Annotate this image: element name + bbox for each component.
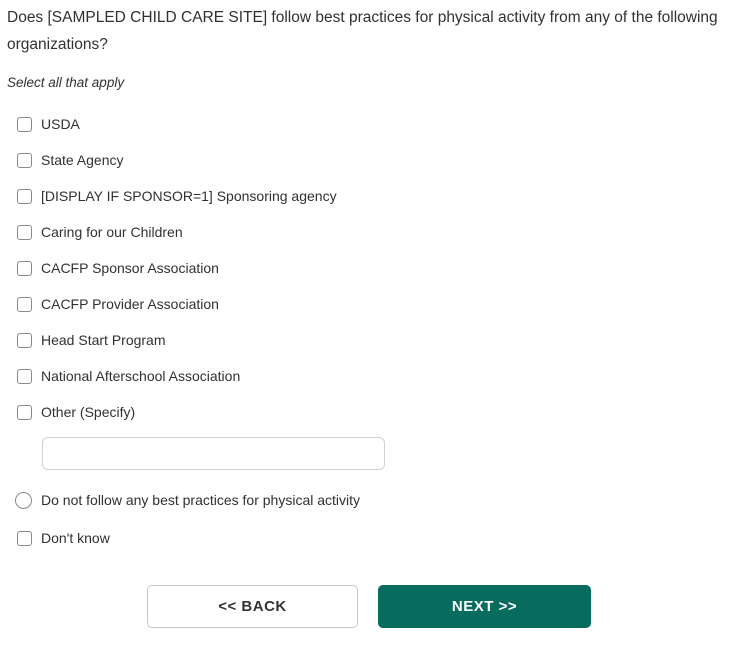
option-label: Head Start Program xyxy=(41,332,166,348)
navigation-buttons xyxy=(147,585,591,628)
checkbox-option-state-agency[interactable] xyxy=(17,149,723,171)
checkbox-icon[interactable] xyxy=(17,117,32,132)
checkbox-icon[interactable] xyxy=(17,405,32,420)
checkbox-icon[interactable] xyxy=(17,153,32,168)
option-label: Other (Specify) xyxy=(41,404,136,420)
checkbox-icon[interactable] xyxy=(17,297,32,312)
option-label: National Afterschool Association xyxy=(41,368,241,384)
option-label: [DISPLAY IF SPONSOR=1] Sponsoring agency xyxy=(41,188,337,204)
checkbox-option-caring-for-our-children[interactable] xyxy=(17,221,723,243)
other-specify-input[interactable] xyxy=(42,437,385,470)
checkbox-option-other-specify[interactable] xyxy=(17,401,723,423)
option-label: CACFP Sponsor Association xyxy=(41,260,219,276)
select-all-instruction: Select all that apply xyxy=(7,75,125,90)
checkbox-icon[interactable] xyxy=(17,261,32,276)
option-label: Caring for our Children xyxy=(41,224,183,240)
option-label: Do not follow any best practices for physical activity xyxy=(41,492,361,508)
radio-icon[interactable] xyxy=(15,492,32,509)
checkbox-option-cacfp-provider-association[interactable] xyxy=(17,293,723,315)
checkbox-icon[interactable] xyxy=(17,225,32,240)
back-button[interactable]: << BACK xyxy=(147,585,358,628)
options-list xyxy=(7,113,723,549)
checkbox-option-cacfp-sponsor-association[interactable] xyxy=(17,257,723,279)
checkbox-option-head-start-program[interactable] xyxy=(17,329,723,351)
checkbox-option-usda[interactable] xyxy=(17,113,723,135)
checkbox-icon[interactable] xyxy=(17,333,32,348)
checkbox-option-national-afterschool-association[interactable] xyxy=(17,365,723,387)
option-label: USDA xyxy=(41,116,80,132)
checkbox-icon[interactable] xyxy=(17,189,32,204)
question-title: Does [SAMPLED CHILD CARE SITE] follow best practices for physical activity from any of the following organizations? xyxy=(7,9,718,53)
checkbox-option-dont-know[interactable] xyxy=(17,527,723,549)
radio-option-no-best-practices[interactable] xyxy=(15,489,723,511)
next-button[interactable]: NEXT >> xyxy=(378,585,591,628)
option-label: CACFP Provider Association xyxy=(41,296,219,312)
checkbox-icon[interactable] xyxy=(17,531,32,546)
checkbox-icon[interactable] xyxy=(17,369,32,384)
option-label: Don't know xyxy=(41,530,110,546)
option-label: State Agency xyxy=(41,152,124,168)
checkbox-option-sponsoring-agency[interactable] xyxy=(17,185,723,207)
